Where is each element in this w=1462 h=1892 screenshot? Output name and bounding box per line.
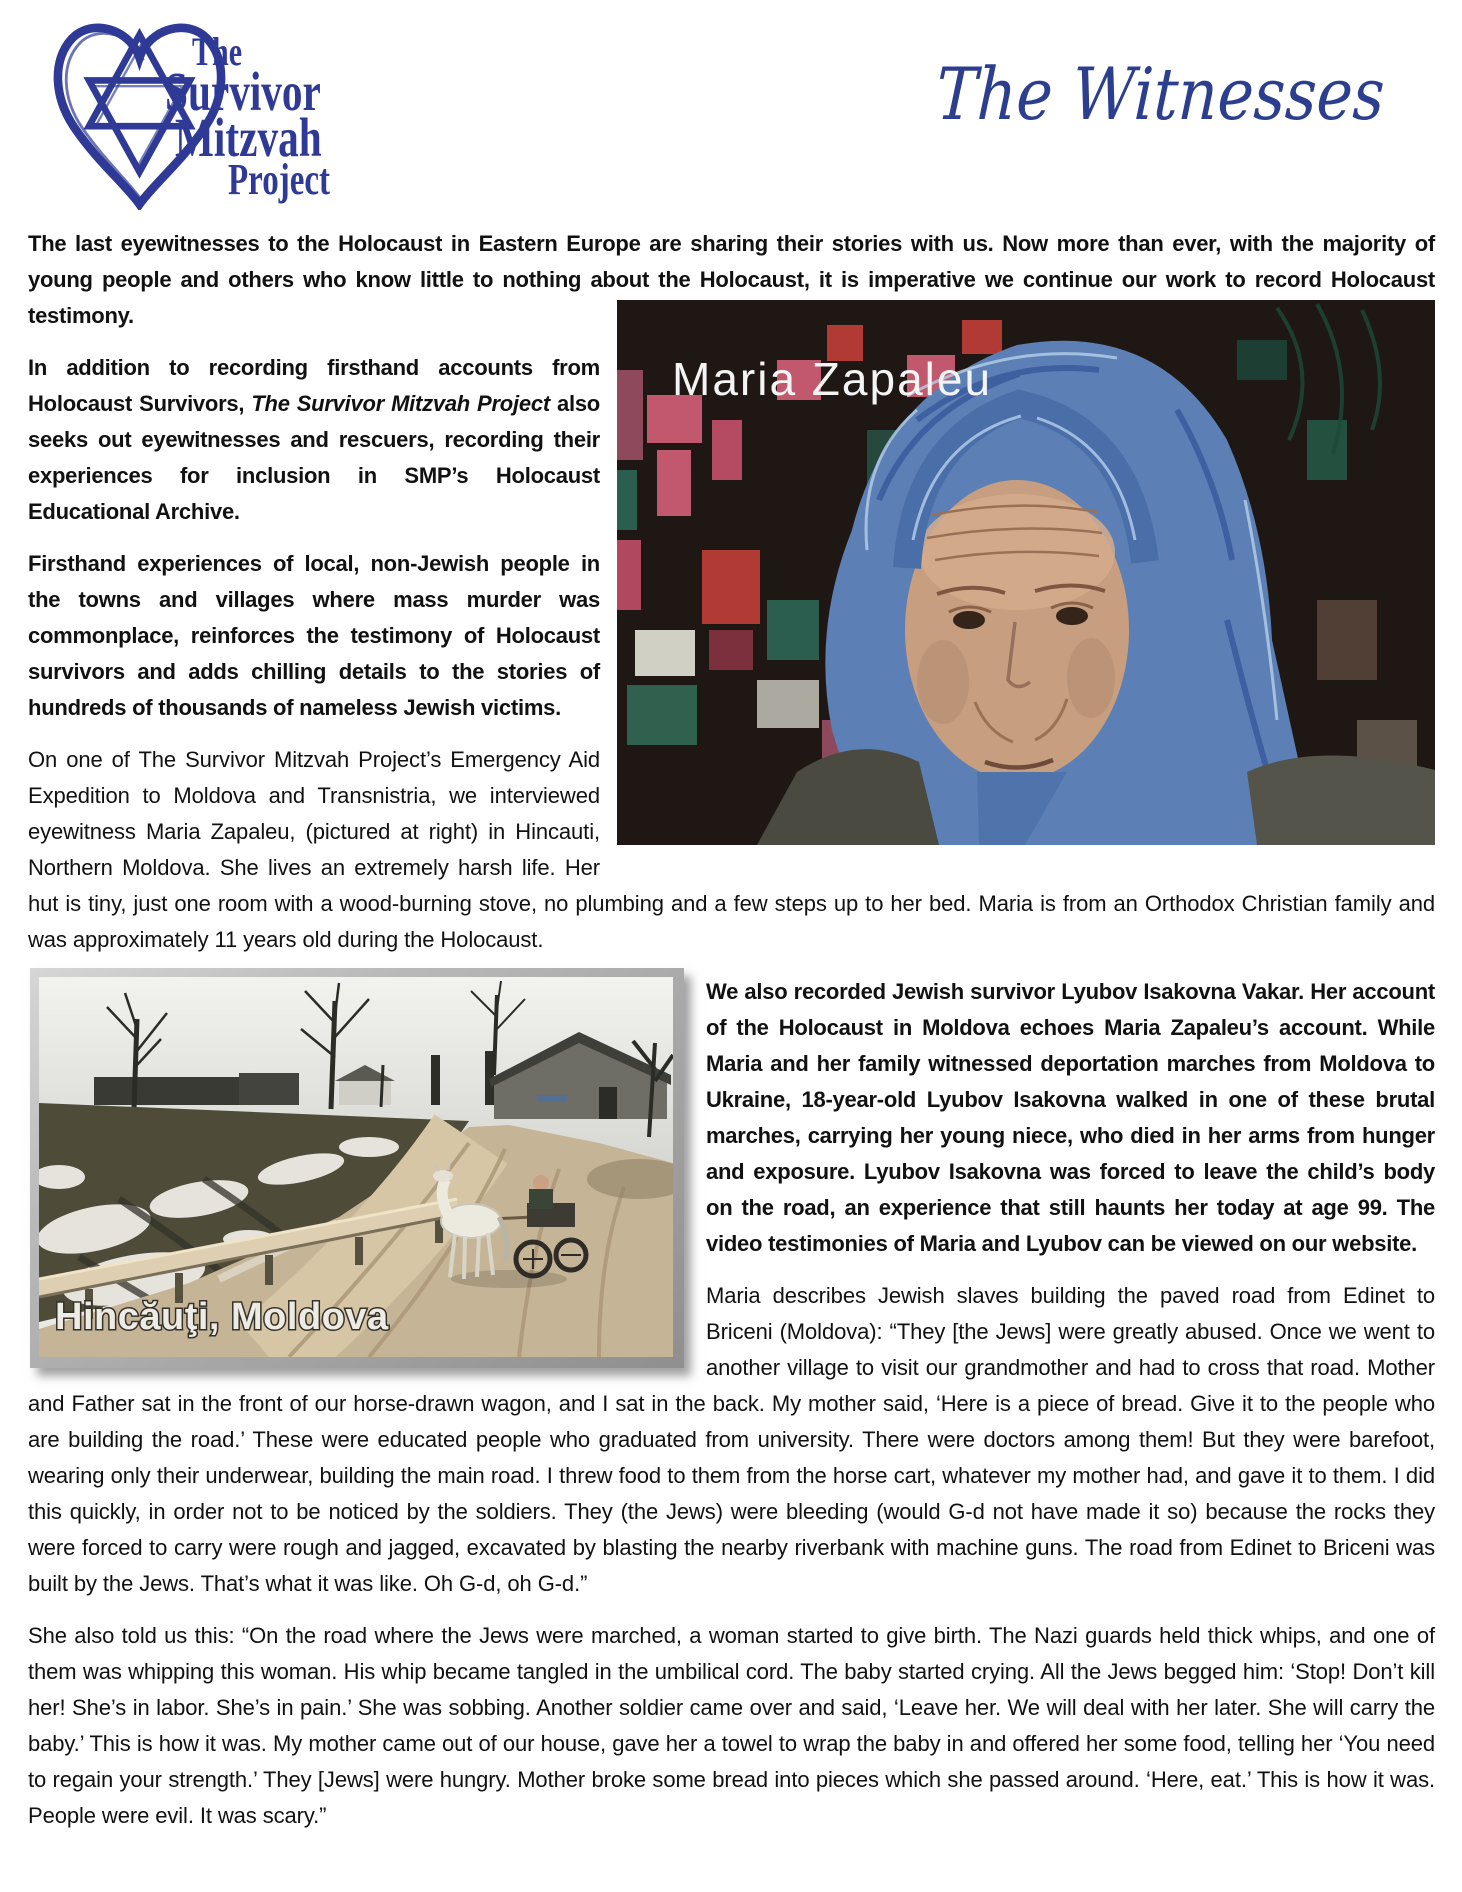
photo-maria-zapaleu: [617, 300, 1435, 845]
mission-text-pre: In addition to recording firsthand accounts from Holocaust Survivors,: [28, 355, 600, 416]
road-testimony-paragraph: Maria describes Jewish slaves building the paved road from Edinet to Briceni (Moldova): “They [the Jews] were greatly abused. Once we went to another village to visit our grandmother and had to cross that road. Mother and Father sat in the front of our horse-drawn wagon, and I sat in the back. My mother said, ‘Here is a piece of bread. Give it to the people who are building the road.’ These were educated people who graduated from university. There were doctors among them! But they were barefoot, wearing only their underwear, building the main road. I threw food to them from the horse cart, whatever my mother had, and gave it to them. I did this quickly, in order not to be noticed by the soldiers. They (the Jews) were bleeding (would G-d not have made it so) because the rocks they were forced to carry were rough and jagged, excavated by blasting the nearby riverbank with machine guns. The road from Edinet to Briceni was built by the Jews. That’s what it was like. Oh G-d, oh G-d.”: [28, 1283, 1435, 1596]
logo-text-survivor: Survivor: [165, 61, 321, 122]
header: [0, 0, 1462, 204]
logo-text-the: The: [192, 29, 243, 74]
mission-text-post: also seeks out eyewitnesses and rescuers, recording their experiences for inclusion in SMP’s Holocaust Educational Archive.: [28, 391, 600, 524]
project-name-italic: The Survivor Mitzvah Project: [251, 391, 550, 416]
photo-caption-maria: Maria Zapaleu: [672, 353, 993, 405]
maria-zapaleu-photo-graphic: [617, 300, 1435, 845]
logo-text-mitzvah: Mitzvah: [175, 107, 322, 168]
photo-hincauti-moldova: [30, 968, 684, 1368]
document-body: [0, 226, 1462, 1834]
lyubov-paragraph: We also recorded Jewish survivor Lyubov Isakovna Vakar. Her account of the Holocaust in Moldova echoes Maria Zapaleu’s account. While Maria and her family witnessed deportation marches from Moldova to Ukraine, 18-year-old Lyubov Isakovna walked in one of these brutal marches, carrying her young niece, who died in her arms from hunger and exposure. Lyubov Isakovna was forced to leave the child’s body on the road, an experience that still haunts her today at age 99. The video testimonies of Maria and Lyubov can be viewed on our website.: [706, 979, 1435, 1256]
hincauti-photo-graphic: [39, 977, 673, 1357]
intro-paragraph: The last eyewitnesses to the Holocaust in Eastern Europe are sharing their stories with us. Now more than ever, with the majority of young people and others who know little to nothing about the Holocaust, it is imperative we continue our work to record Holocaust testimony.: [28, 231, 1435, 328]
logo-text-project: Project: [228, 155, 330, 204]
firsthand-paragraph: Firsthand experiences of local, non-Jewish people in the towns and villages where mass murder was commonplace, reinforces the testimony of Holocaust survivors and adds chilling details to the stories of hundreds of thousands of nameless Jewish victims.: [28, 551, 600, 720]
photo-caption-hincauti: Hincăuţi, Moldova: [55, 1296, 389, 1338]
expedition-paragraph: On one of The Survivor Mitzvah Project’s Emergency Aid Expedition to Moldova and Transnistria, we interviewed eyewitness Maria Zapaleu, (pictured at right) in Hincauti, Northern Moldova. She lives an extremely harsh life. Her hut is tiny, just one room with a wood-burning stove, no plumbing and a few steps up to her bed. Maria is from an Orthodox Christian family and was approximately 11 years old during the Holocaust.: [28, 747, 1435, 952]
page-title: The Witnesses: [934, 52, 1387, 136]
birth-testimony-paragraph: She also told us this: “On the road where the Jews were marched, a woman started to give birth. The Nazi guards held thick whips, and one of them was whipping this woman. His whip became tangled in the umbilical cord. The baby started crying. All the Jews begged him: ‘Stop! Don’t kill her! She’s in labor. She’s in pain.’ She was sobbing. Another soldier came over and said, ‘Leave her. We will deal with her later. She will carry the baby.’ This is how it was. My mother came out of our house, gave her a towel to wrap the baby in and offered her some food, telling her ‘You need to regain your strength.’ They [Jews] were hungry. Mother broke some bread into pieces which she passed around. ‘Here, eat.’ This is how it was. People were evil. It was scary.”: [28, 1623, 1435, 1828]
